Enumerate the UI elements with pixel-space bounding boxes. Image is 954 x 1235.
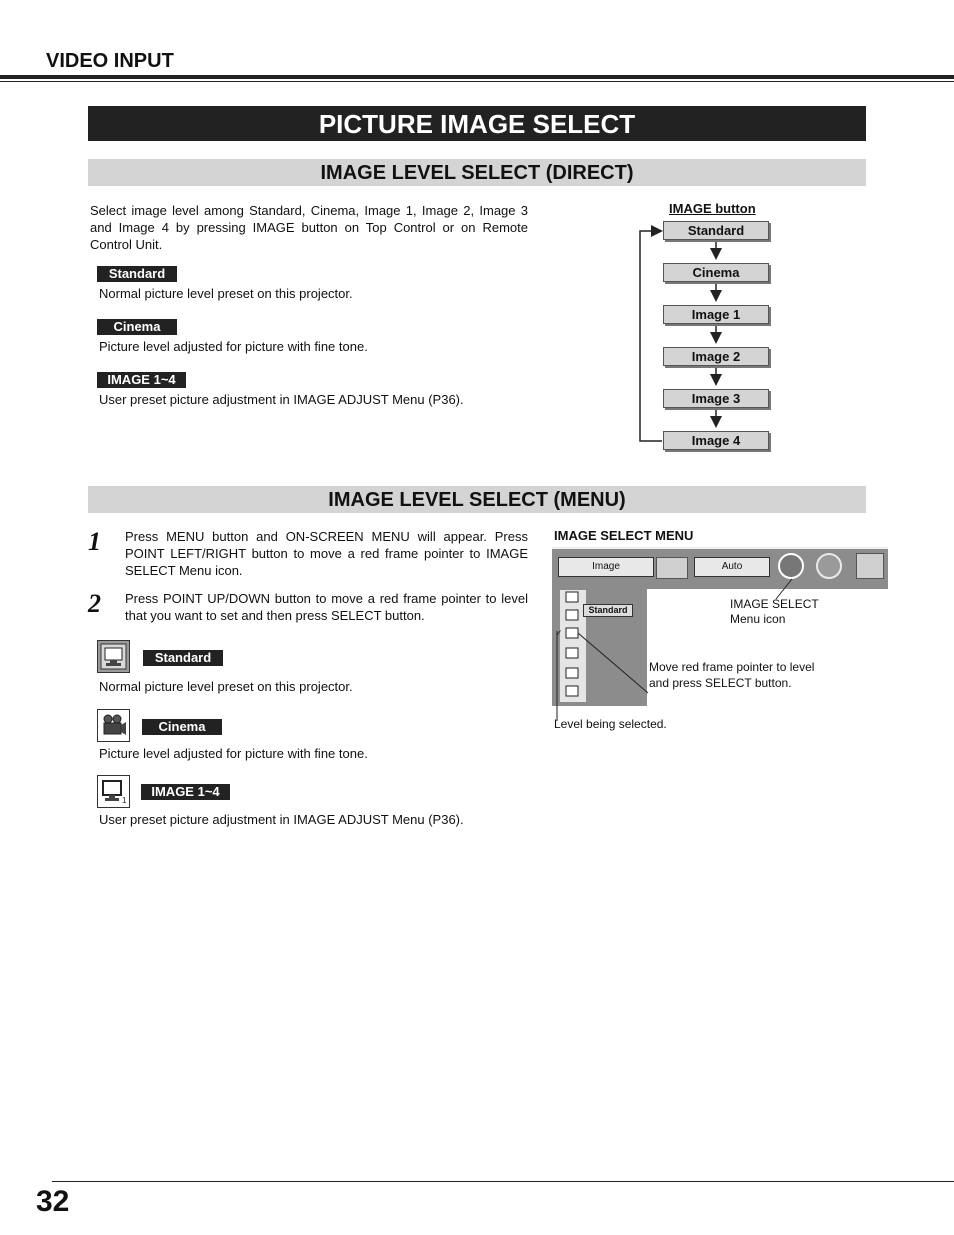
image-preset-icon	[97, 775, 130, 808]
flow-step-image1: Image 1	[663, 305, 769, 324]
flow-step-image4: Image 4	[663, 431, 769, 450]
callout-level: Level being selected.	[554, 717, 667, 731]
step-number-1: 1	[88, 527, 101, 556]
direct-desc-cinema: Picture level adjusted for picture with fine tone.	[99, 339, 368, 354]
direct-heading: IMAGE LEVEL SELECT (DIRECT)	[88, 159, 866, 186]
callout-menu-icon: IMAGE SELECT Menu icon	[730, 597, 819, 626]
menu-standard-label[interactable]: Standard	[583, 604, 633, 617]
menu-image-button[interactable]: Image	[558, 557, 654, 577]
standard-monitor-icon	[97, 640, 130, 673]
screen-menu-icon[interactable]	[856, 553, 884, 579]
flow-step-cinema: Cinema	[663, 263, 769, 282]
direct-tag-standard: Standard	[97, 266, 177, 282]
page-title: PICTURE IMAGE SELECT	[88, 106, 866, 141]
flow-label: IMAGE button	[669, 201, 756, 216]
menu-tag-standard: Standard	[143, 650, 223, 666]
menu-heading: IMAGE LEVEL SELECT (MENU)	[88, 486, 866, 513]
menu-desc-cinema: Picture level adjusted for picture with fine tone.	[99, 746, 368, 761]
check-icon: ✓	[555, 628, 563, 638]
step-text-2: Press POINT UP/DOWN button to move a red frame pointer to level that you want to set and then press SELECT button.	[125, 591, 528, 623]
header-rule-thin	[0, 81, 954, 82]
cinema-camera-icon	[97, 709, 130, 742]
page-number: 32	[36, 1185, 70, 1218]
step-number-2: 2	[88, 589, 101, 618]
flow-step-image2: Image 2	[663, 347, 769, 366]
menu-desc-standard: Normal picture level preset on this projector.	[99, 679, 353, 694]
menu-tag-cinema: Cinema	[142, 719, 222, 735]
direct-tag-cinema: Cinema	[97, 319, 177, 335]
flow-arrows	[630, 215, 780, 460]
image-adjust-menu-icon[interactable]	[816, 553, 842, 579]
direct-desc-standard: Normal picture level preset on this projector.	[99, 286, 353, 301]
header-rule	[0, 75, 954, 79]
direct-desc-image: User preset picture adjustment in IMAGE ADJUST Menu (P36).	[99, 392, 464, 407]
flow-step-image3: Image 3	[663, 389, 769, 408]
direct-intro: Select image level among Standard, Cinema, Image 1, Image 2, Image 3 and Image 4 by pressing IMAGE button on Top Control or on Remote Control Unit.	[90, 203, 528, 252]
menu-auto-button[interactable]: Auto	[694, 557, 770, 577]
menu-screenshot-label: IMAGE SELECT MENU	[554, 528, 694, 543]
footer-rule	[52, 1181, 954, 1182]
direct-tag-image: IMAGE 1~4	[97, 372, 186, 388]
flow-step-standard: Standard	[663, 221, 769, 240]
callout-pointer: Move red frame pointer to level and press SELECT button.	[649, 660, 815, 690]
svg-text:1: 1	[122, 796, 127, 805]
section-heading: VIDEO INPUT	[46, 50, 174, 72]
menu-desc-image: User preset picture adjustment in IMAGE ADJUST Menu (P36).	[99, 812, 464, 827]
menu-tag-image: IMAGE 1~4	[141, 784, 230, 800]
step-text-1: Press MENU button and ON-SCREEN MENU will appear. Press POINT LEFT/RIGHT button to move a red frame pointer to IMAGE SELECT Menu icon.	[125, 529, 528, 578]
